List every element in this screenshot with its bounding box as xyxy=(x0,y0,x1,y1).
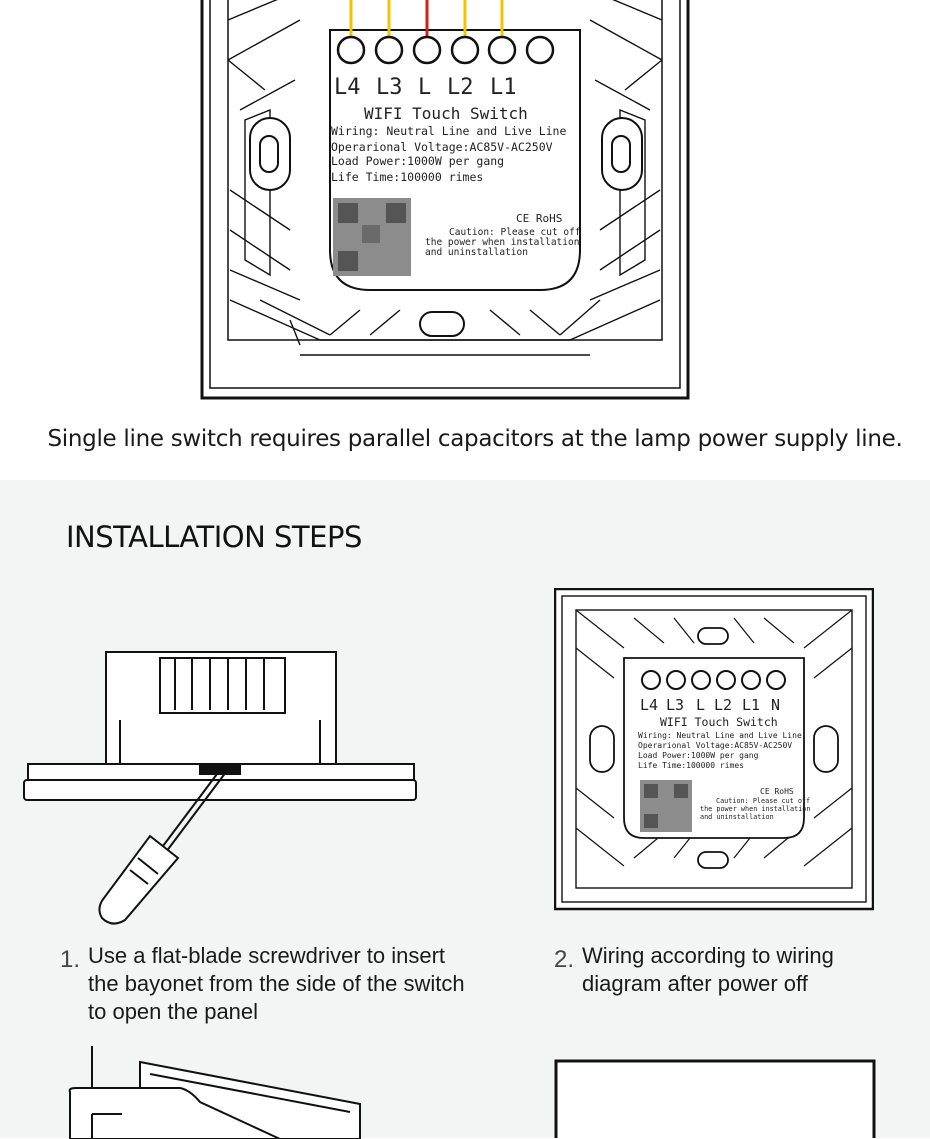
terminal-label: L4 xyxy=(640,696,659,714)
terminal-label: N xyxy=(771,696,781,714)
caution-line: and uninstallation xyxy=(700,813,774,821)
step-text: Wiring according to wiring diagram after power off xyxy=(582,943,834,996)
spec-line: Operarional Voltage:AC85V-AC250V xyxy=(638,741,793,750)
certification: CE RoHS xyxy=(516,212,563,225)
product-name: WIFI Touch Switch xyxy=(660,715,778,729)
top-section xyxy=(0,0,930,480)
step3-illustration xyxy=(60,1044,380,1139)
caution-line: Caution: Please cut off xyxy=(716,797,811,805)
terminal-label: L3 xyxy=(666,696,685,714)
terminal-label: L4 xyxy=(334,75,361,100)
step-number: 2. xyxy=(554,946,575,973)
caution-line: and uninstallation xyxy=(425,247,528,258)
qr-code-image xyxy=(333,198,411,276)
spec-line: Load Power:1000W per gang xyxy=(331,154,505,168)
spec-line: Wiring: Neutral Line and Live Line xyxy=(638,731,802,740)
spec-line: Life Time:100000 rimes xyxy=(638,761,744,770)
installation-section xyxy=(0,480,930,1138)
spec-line: Life Time:100000 rimes xyxy=(331,170,484,184)
terminal-label: L xyxy=(696,696,706,714)
switch-back-diagram xyxy=(0,0,930,410)
product-name: WIFI Touch Switch xyxy=(364,104,528,123)
step4-illustration xyxy=(554,1058,876,1138)
caution-line: the power when installation xyxy=(425,237,580,248)
terminal-label: L2 xyxy=(447,75,474,100)
caution-line: Caution: Please cut off xyxy=(449,227,581,238)
step-2 xyxy=(554,942,894,1002)
section-title: INSTALLATION STEPS xyxy=(66,520,362,554)
terminal-label: L xyxy=(418,75,432,100)
spec-line: Load Power:1000W per gang xyxy=(638,751,759,760)
caution-line: the power when installation xyxy=(700,805,811,813)
step-text: Use a flat-blade screwdriver to insert the bayonet from the side of the switch to open the panel xyxy=(88,943,465,1024)
caption-text: Single line switch requires parallel capacitors at the lamp power supply line. xyxy=(47,426,903,452)
spec-line: Operarional Voltage:AC85V-AC250V xyxy=(331,140,553,154)
terminal-label: L3 xyxy=(376,75,403,100)
terminal-label: L1 xyxy=(742,696,761,714)
step-number: 1. xyxy=(60,946,81,973)
step-1 xyxy=(60,942,500,1032)
terminal-label: L2 xyxy=(714,696,733,714)
qr-code-image xyxy=(640,780,692,832)
terminal-label: L1 xyxy=(490,75,517,100)
spec-line: Wiring: Neutral Line and Live Line xyxy=(331,124,567,138)
step1-illustration xyxy=(20,640,440,940)
step2-illustration xyxy=(554,588,874,912)
certification: CE RoHS xyxy=(760,787,794,796)
